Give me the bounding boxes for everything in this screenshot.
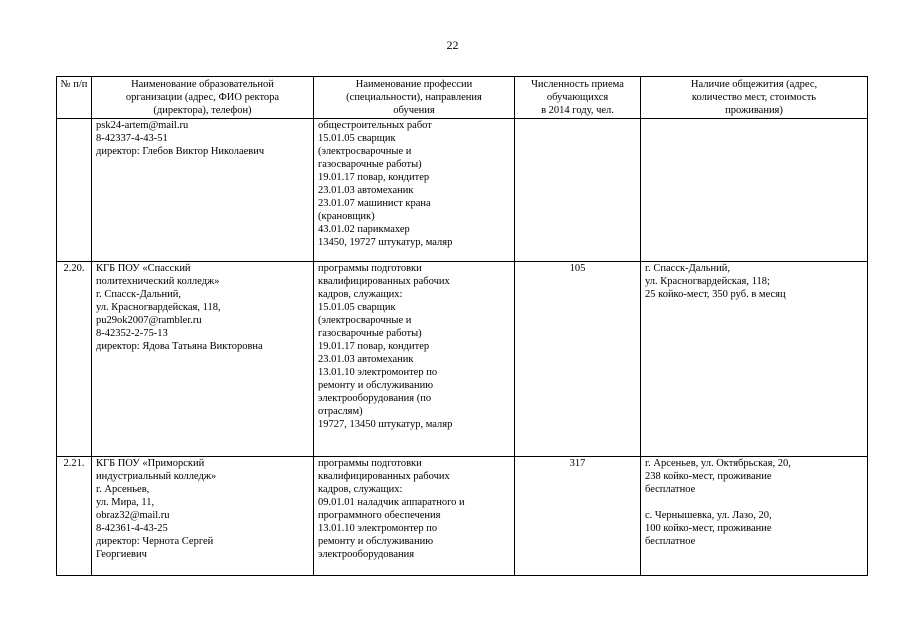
cell-line: Численность приема [531, 79, 624, 90]
cell-line: (электросварочные и [318, 146, 412, 157]
cell-line: 19.01.17 повар, кондитер [318, 172, 430, 183]
dormitory-cell [641, 119, 868, 262]
cell-line: обучающихся [546, 92, 609, 103]
table-row [57, 119, 868, 262]
cell-line: квалифицированных рабочих [318, 471, 450, 482]
cell-line: бесплатное [645, 536, 696, 547]
profession-cell [314, 119, 515, 262]
cell-line: (специальности), направления [346, 92, 482, 103]
cell-line: obraz32@mail.ru [96, 510, 170, 521]
cell-line: 8-42337-4-43-51 [96, 133, 168, 144]
cell-line: Георгиевич [96, 549, 147, 560]
cell-line: ремонту и обслуживанию [318, 380, 434, 391]
cell-line: 23.01.03 автомеханик [318, 354, 414, 365]
row-number: 2.21. [57, 457, 92, 576]
header-organization [92, 77, 314, 119]
cell-line: (директора), телефон) [153, 105, 252, 116]
cell-line: количество мест, стоимость [691, 92, 817, 103]
row-number [57, 119, 92, 262]
profession-cell [314, 262, 515, 457]
cell-line: индустриальный колледж» [96, 471, 217, 482]
cell-line: КГБ ПОУ «Приморский [96, 458, 205, 469]
table-row [57, 262, 868, 457]
cell-line: организации (адрес, ФИО ректора [125, 92, 280, 103]
row-number: 2.20. [57, 262, 92, 457]
cell-line: директор: Глебов Виктор Николаевич [96, 146, 265, 157]
header-profession [314, 77, 515, 119]
cell-line: 13.01.10 электромонтер по [318, 367, 438, 378]
table-row [57, 457, 868, 576]
dormitory-cell [641, 262, 868, 457]
organization-cell [92, 457, 314, 576]
cell-line: 09.01.01 наладчик аппаратного и [318, 497, 465, 508]
cell-line: 13.01.10 электромонтер по [318, 523, 438, 534]
header-dormitory [641, 77, 868, 119]
cell-line: Наименование образовательной [131, 79, 274, 90]
cell-line: (электросварочные и [318, 315, 412, 326]
cell-line: программы подготовки [318, 458, 422, 469]
cell-line: электрооборудования (по [318, 393, 432, 404]
header-num [57, 77, 92, 119]
cell-line: общестроительных работ [318, 120, 432, 131]
cell-line: г. Арсеньев, [96, 484, 150, 495]
cell-line: ремонту и обслуживанию [318, 536, 434, 547]
cell-line: кадров, служащих: [318, 289, 403, 300]
cell-line: ул. Красногвардейская, 118; [645, 276, 770, 287]
cell-line: Наименование профессии [355, 79, 473, 90]
cell-line: в 2014 году, чел. [541, 105, 614, 116]
cell-line: 100 койко-мест, проживание [645, 523, 772, 534]
cell-line: 8-42352-2-75-13 [96, 328, 168, 339]
institutions-table [56, 76, 868, 576]
cell-line: psk24-artem@mail.ru [96, 120, 189, 131]
cell-line: г. Спасск-Дальний, [645, 263, 730, 274]
cell-line: отраслям) [318, 406, 363, 417]
cell-line: газосварочные работы) [318, 159, 422, 170]
cell-line: с. Чернышевка, ул. Лазо, 20, [645, 510, 772, 521]
cell-line: 15.01.05 сварщик [318, 302, 396, 313]
cell-line: 8-42361-4-43-25 [96, 523, 168, 534]
admission-count-cell: 317 [515, 457, 641, 576]
cell-line: директор: Чернота Сергей [96, 536, 214, 547]
cell-line: программного обеспечения [318, 510, 441, 521]
cell-line: бесплатное [645, 484, 696, 495]
cell-line: ул. Мира, 11, [96, 497, 155, 508]
cell-line: № п/п [60, 79, 88, 90]
cell-line: КГБ ПОУ «Спасский [96, 263, 191, 274]
cell-line: ул. Красногвардейская, 118, [96, 302, 221, 313]
cell-line: газосварочные работы) [318, 328, 422, 339]
cell-line: 43.01.02 парикмахер [318, 224, 410, 235]
header-admission-count [515, 77, 641, 119]
cell-line: 25 койко-мест, 350 руб. в месяц [645, 289, 786, 300]
cell-line: 19.01.17 повар, кондитер [318, 341, 430, 352]
cell-line: директор: Ядова Татьяна Викторовна [96, 341, 263, 352]
table-header-row [57, 77, 868, 119]
cell-line: 19727, 13450 штукатур, маляр [318, 419, 453, 430]
cell-line: политехнический колледж» [96, 276, 220, 287]
cell-line: программы подготовки [318, 263, 422, 274]
cell-line: г. Спасск-Дальний, [96, 289, 181, 300]
organization-cell [92, 262, 314, 457]
cell-line: г. Арсеньев, ул. Октябрьская, 20, [645, 458, 791, 469]
cell-line: проживания) [725, 105, 783, 116]
cell-line [645, 496, 863, 509]
cell-line: pu29ok2007@rambler.ru [96, 315, 202, 326]
profession-cell [314, 457, 515, 576]
admission-count-cell [515, 119, 641, 262]
cell-line: 13450, 19727 штукатур, маляр [318, 237, 453, 248]
cell-line: (крановщик) [318, 211, 375, 222]
cell-line: кадров, служащих: [318, 484, 403, 495]
cell-line: Наличие общежития (адрес, [690, 79, 818, 90]
organization-cell [92, 119, 314, 262]
cell-line: 23.01.07 машинист крана [318, 198, 431, 209]
cell-line: 15.01.05 сварщик [318, 133, 396, 144]
dormitory-cell [641, 457, 868, 576]
cell-line: квалифицированных рабочих [318, 276, 450, 287]
cell-line: обучения [393, 105, 435, 116]
page-number: 22 [446, 38, 459, 52]
admission-count-cell: 105 [515, 262, 641, 457]
cell-line: 23.01.03 автомеханик [318, 185, 414, 196]
cell-line: 238 койко-мест, проживание [645, 471, 772, 482]
cell-line: электрооборудования [318, 549, 415, 560]
